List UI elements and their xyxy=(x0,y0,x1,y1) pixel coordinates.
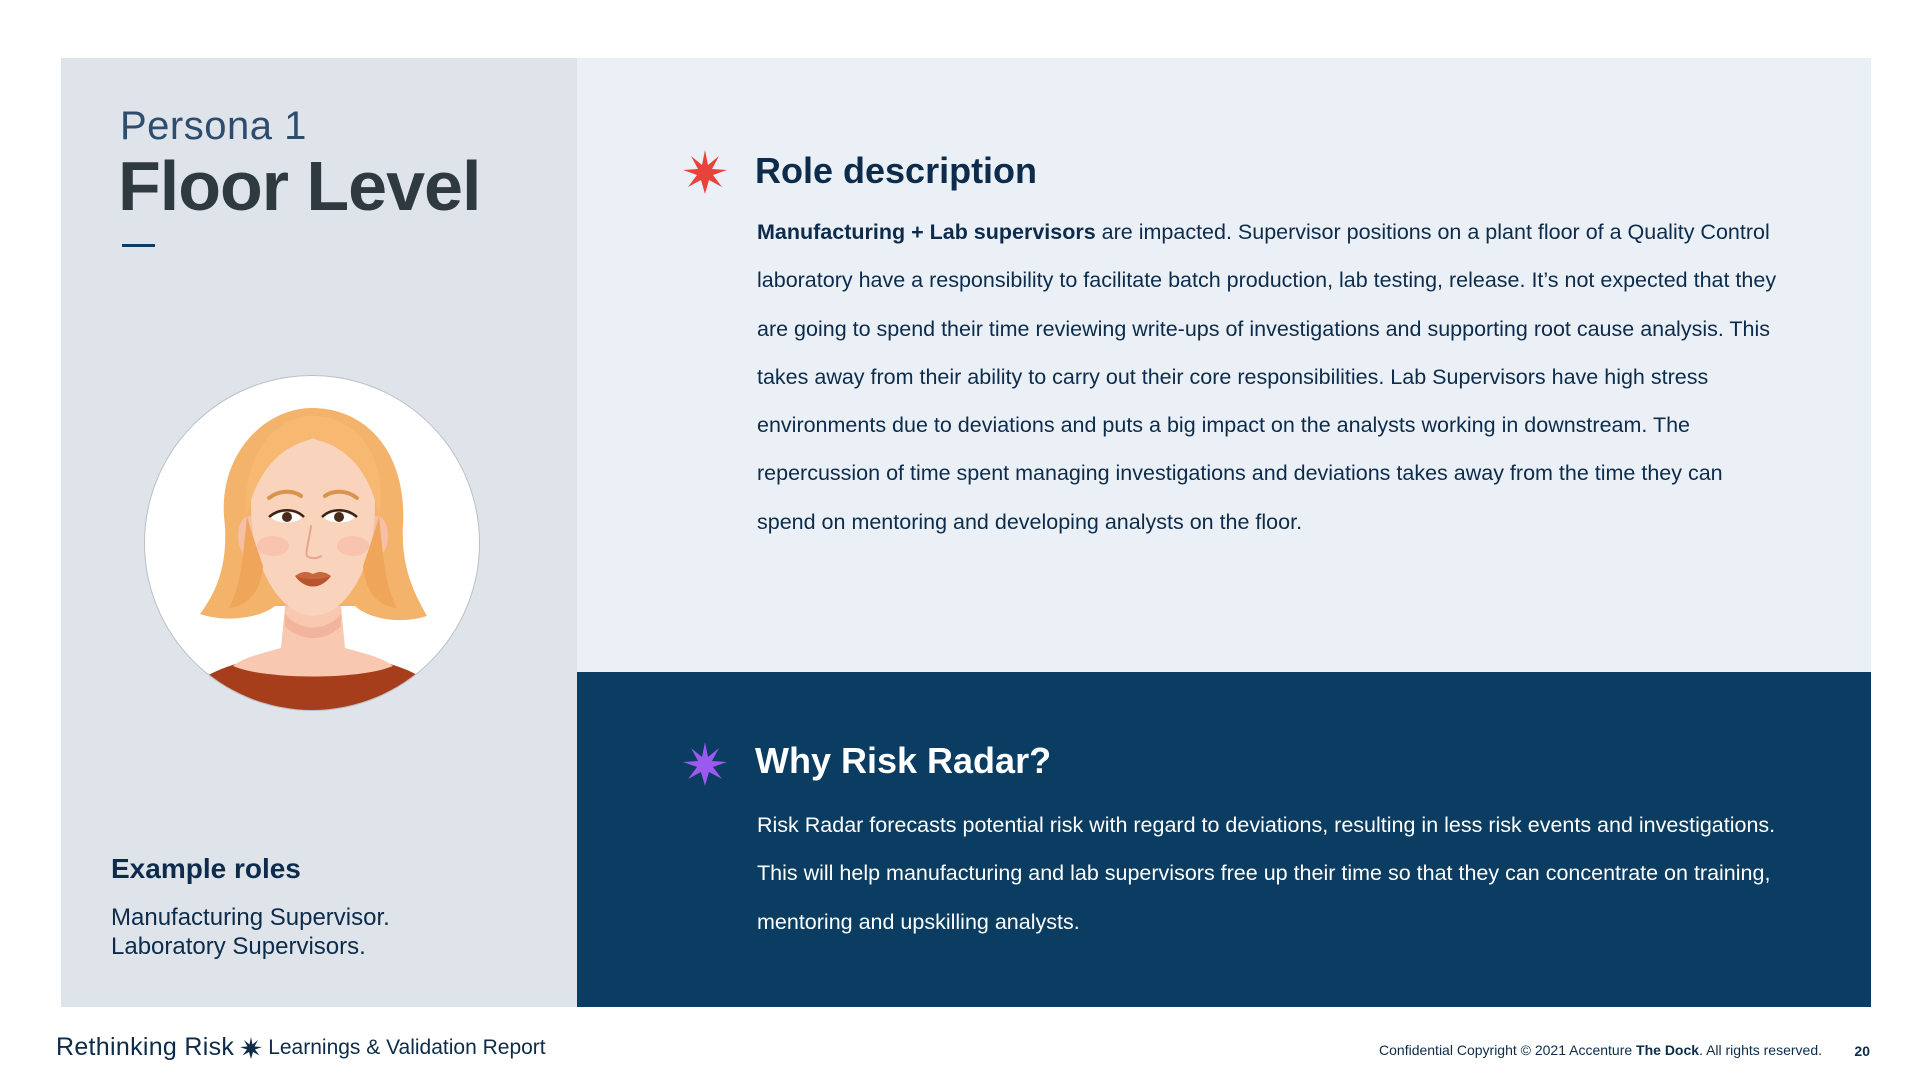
example-role-item: Manufacturing Supervisor. xyxy=(111,904,390,931)
why-risk-radar-text: Risk Radar forecasts potential risk with regard to deviations, resulting in less risk events and investigations. This will help manufacturing and lab supervisors free up their time so that they can concentrate on training, mentoring and upskilling analysts. xyxy=(757,813,1776,934)
page-number: 20 xyxy=(1854,1043,1870,1059)
persona-avatar xyxy=(144,375,480,711)
role-description-text xyxy=(757,208,1787,546)
why-risk-radar-panel xyxy=(577,672,1871,1007)
example-role-item: Laboratory Supervisors. xyxy=(111,933,366,960)
copyright-brand: The Dock xyxy=(1636,1042,1700,1058)
starburst-icon xyxy=(683,150,727,194)
copyright-notice xyxy=(1379,1042,1822,1058)
footer-brand xyxy=(56,1033,546,1062)
starburst-icon xyxy=(683,742,727,786)
title-divider xyxy=(122,244,155,247)
why-risk-radar-heading: Why Risk Radar? xyxy=(755,740,1052,781)
role-description-lead: Manufacturing + Lab supervisors xyxy=(757,220,1096,244)
persona-panel xyxy=(61,58,577,1007)
report-subtitle: Learnings & Validation Report xyxy=(268,1035,546,1059)
copyright-suffix: . All rights reserved. xyxy=(1699,1042,1822,1058)
avatar-illustration-icon xyxy=(145,376,480,711)
copyright-prefix: Confidential Copyright © 2021 Accenture xyxy=(1379,1042,1637,1058)
example-roles-list xyxy=(111,903,390,961)
persona-label: Persona 1 xyxy=(120,104,307,148)
role-description-panel xyxy=(577,58,1871,672)
example-roles-heading: Example roles xyxy=(111,853,301,884)
persona-title: Floor Level xyxy=(118,147,481,225)
starburst-icon xyxy=(240,1037,262,1059)
role-description-body: are impacted. Supervisor positions on a plant floor of a Quality Control laboratory have a responsibility to facilitate batch production, lab testing, release. It’s not expected that they are going to spend their time reviewing write-ups of investigations and supporting root cause analysis. This takes away from their ability to carry out their core responsibilities. Lab Supervisors have high stress environments due to deviations and puts a big impact on the analysts working in downstream. The repercussion of time spent managing investigations and deviations takes away from the time they can spend on mentoring and developing analysts on the floor. xyxy=(757,220,1777,534)
role-description-heading: Role description xyxy=(755,150,1038,191)
brand-name: Rethinking Risk xyxy=(56,1033,235,1061)
